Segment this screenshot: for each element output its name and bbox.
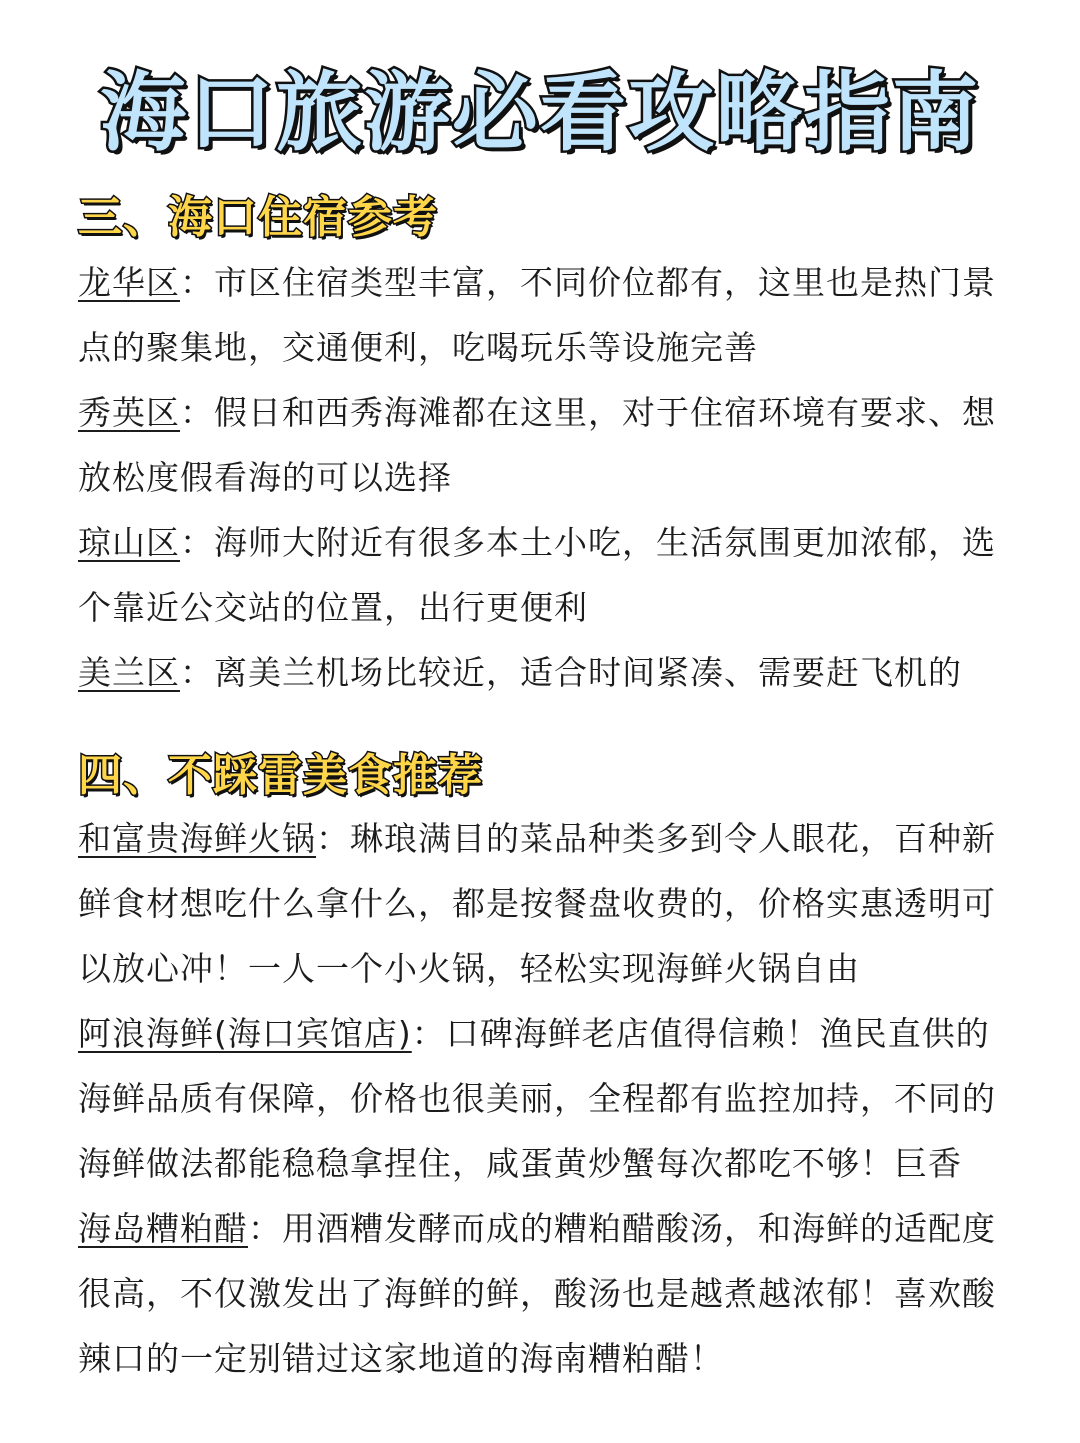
entry-name: 和富贵海鲜火锅 [78,819,316,858]
section-heading-food: 四、不踩雷美食推荐 [78,750,483,801]
entry-text: 假日和西秀海滩都在这里，对于住宿环境有要求、想放松度假看海的可以选择 [78,393,996,497]
entry-separator: ： [180,523,214,562]
entry-text: 市区住宿类型丰富，不同价位都有，这里也是热门景点的聚集地，交通便利，吃喝玩乐等设施完善 [78,263,996,367]
entry-separator: ： [180,653,214,692]
section-body-food [78,806,1003,1391]
entry-separator: ： [180,263,214,302]
entry-hefugui [78,806,1003,1001]
entry-separator: ： [316,819,350,858]
entry-text: 口碑海鲜老店值得信赖！渔民直供的海鲜品质有保障，价格也很美丽，全程都有监控加持，不同的海鲜做法都能稳稳拿捏住，咸蛋黄炒蟹每次都吃不够！巨香 [78,1014,996,1183]
entry-name: 美兰区 [78,653,180,692]
entry-name: 秀英区 [78,393,180,432]
entry-name: 阿浪海鲜(海口宾馆店) [78,1014,412,1053]
entry-separator: ： [411,1014,446,1053]
entry-alang [78,1001,1003,1196]
entry-qiongshan [78,510,1003,640]
entry-text: 琳琅满目的菜品种类多到令人眼花，百种新鲜食材想吃什么拿什么，都是按餐盘收费的，价格实惠透明可以放心冲！一人一个小火锅，轻松实现海鲜火锅自由 [78,819,996,988]
section-heading-accommodation: 三、海口住宿参考 [78,192,438,243]
entry-name: 琼山区 [78,523,180,562]
entry-name: 海岛糟粕醋 [78,1209,248,1248]
entry-text: 离美兰机场比较近，适合时间紧凑、需要赶飞机的 [214,653,962,692]
page-title: 海口旅游必看攻略指南 [100,63,980,163]
entry-text: 用酒糟发酵而成的糟粕醋酸汤，和海鲜的适配度很高，不仅激发出了海鲜的鲜，酸汤也是越煮越浓郁！喜欢酸辣口的一定别错过这家地道的海南糟粕醋！ [78,1209,996,1378]
entry-text: 海师大附近有很多本土小吃，生活氛围更加浓郁，选个靠近公交站的位置，出行更便利 [78,523,996,627]
entry-xiuying [78,380,1003,510]
section-body-accommodation [78,250,1003,705]
entry-separator: ： [248,1209,282,1248]
entry-longhua [78,250,1003,380]
entry-name: 龙华区 [78,263,180,302]
entry-meilan [78,640,1003,705]
entry-haidao [78,1196,1003,1391]
entry-separator: ： [180,393,214,432]
